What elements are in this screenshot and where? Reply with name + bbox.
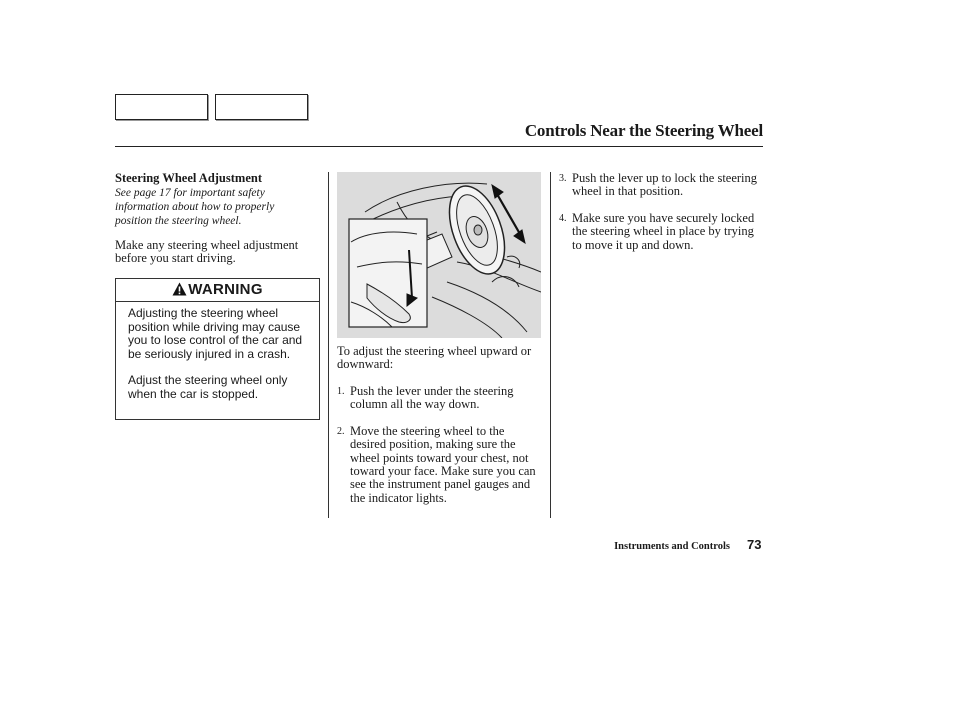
section-heading: Steering Wheel Adjustment [115, 171, 262, 185]
warning-header [116, 279, 319, 302]
footer-section-title: Instruments and Controls [614, 541, 730, 552]
nav-tab-box-2[interactable] [215, 94, 308, 120]
intro-text: Make any steering wheel adjustment before you start driving. [115, 238, 299, 266]
step-number: 4. [559, 212, 567, 224]
middle-lead: To adjust the steering wheel upward or downward: [337, 344, 532, 372]
steering-wheel-drawing [337, 172, 541, 338]
step-text: Push the lever under the steering column all the way down. [350, 384, 514, 412]
step-3 [559, 172, 764, 199]
warning-label: WARNING [188, 281, 263, 298]
step-4 [559, 212, 764, 252]
warning-paragraph-1: Adjusting the steering wheel position while driving may cause you to lose control of the car and be seriously injured in a crash. [128, 306, 303, 361]
step-number: 2. [337, 425, 345, 437]
step-text: Make sure you have securely locked the steering wheel in place by trying to move it up and down. [572, 210, 755, 252]
step-text: Push the lever up to lock the steering wheel in that position. [572, 171, 758, 199]
step-number: 3. [559, 173, 567, 184]
safety-note: See page 17 for important safety information about how to properly position the steering wheel. [115, 187, 275, 227]
warning-paragraph-2: Adjust the steering wheel only when the car is stopped. [128, 373, 288, 401]
column-divider-1 [328, 172, 329, 518]
page-title: Controls Near the Steering Wheel [524, 121, 763, 140]
left-column [115, 171, 325, 266]
right-steps [559, 172, 764, 252]
warning-triangle-icon [172, 281, 187, 303]
warning-box [115, 278, 320, 420]
title-rule [115, 146, 763, 147]
page-number: 73 [747, 537, 762, 552]
middle-steps [337, 385, 542, 505]
step-text: Move the steering wheel to the desired position, making sure the wheel points toward your chest, not toward your face. Make sure you can see the instrument panel gauges and the indicator lights. [350, 423, 536, 505]
step-2 [337, 425, 542, 505]
steering-wheel-illustration [337, 172, 541, 338]
nav-tab-box-1[interactable] [115, 94, 208, 120]
step-number: 1. [337, 386, 345, 397]
step-1 [337, 385, 542, 412]
column-divider-2 [550, 172, 551, 518]
